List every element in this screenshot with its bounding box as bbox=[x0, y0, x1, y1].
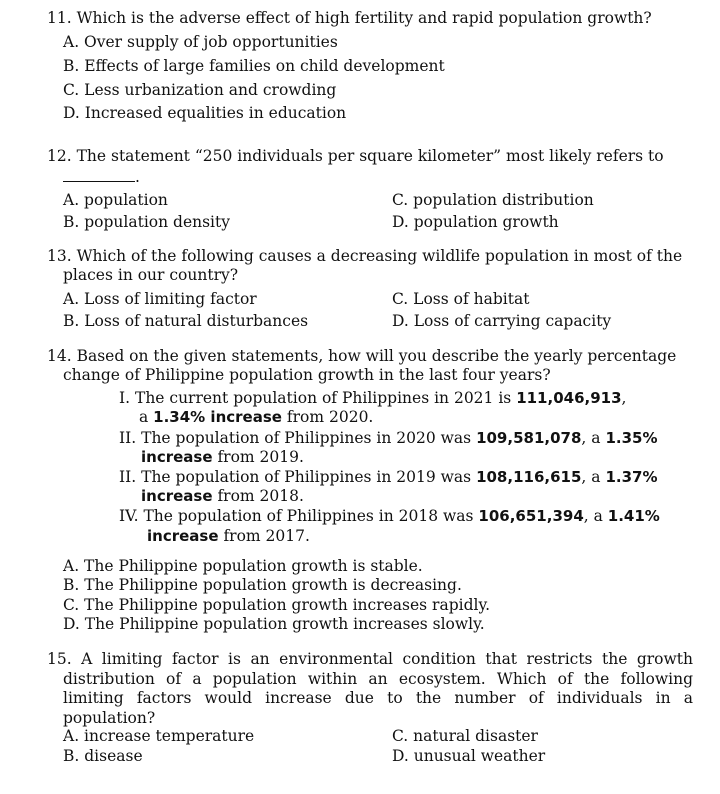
q15-stem: 15. A limiting factor is an environmental condition that restricts the growth distribution of a population within an ecosystem. Which of the following limiting factors would increase due to the number of individuals in a population? bbox=[47, 650, 693, 727]
q12-choice-c: C. population distribution bbox=[392, 191, 594, 209]
q12-choice-b: B. population density bbox=[63, 213, 231, 231]
percent-value: 1.37% bbox=[605, 468, 658, 486]
q14-choice-b: B. The Philippine population growth is decreasing. bbox=[63, 576, 462, 594]
population-value: 111,046,913 bbox=[516, 389, 622, 407]
q15-choice-a: A. increase temperature bbox=[63, 727, 255, 745]
q14-statement-4-line1: IV. The population of Philippines in 2018 was 106,651,394, a 1.41% bbox=[119, 507, 660, 525]
q15-choice-d: D. unusual weather bbox=[392, 747, 546, 765]
q12-stem: 12. The statement “250 individuals per square kilometer” most likely refers to bbox=[47, 147, 664, 165]
q15-choice-c: C. natural disaster bbox=[392, 727, 538, 745]
q15-choice-b: B. disease bbox=[63, 747, 143, 765]
q12-blank-end: . bbox=[135, 168, 140, 186]
q14-stem-line1: 14. Based on the given statements, how will you describe the yearly percentage bbox=[47, 347, 677, 365]
population-value: 106,651,394 bbox=[478, 507, 584, 525]
q14-choice-c: C. The Philippine population growth increases rapidly. bbox=[63, 596, 491, 614]
q13-choice-c: C. Loss of habitat bbox=[392, 290, 530, 308]
increase-word: increase bbox=[141, 448, 213, 466]
q13-stem-line2: places in our country? bbox=[63, 266, 239, 284]
population-value: 108,116,615 bbox=[476, 468, 582, 486]
q12-answer-blank bbox=[63, 168, 140, 187]
q12-choice-d: D. population growth bbox=[392, 213, 559, 231]
q14-statement-2-line1: II. The population of Philippines in 2020 was 109,581,078, a 1.35% bbox=[119, 429, 658, 447]
increase-word: increase bbox=[147, 527, 219, 545]
percent-value: 1.35% bbox=[605, 429, 658, 447]
q13-stem-line1: 13. Which of the following causes a decreasing wildlife population in most of the bbox=[47, 247, 683, 265]
q11-choice-c: C. Less urbanization and crowding bbox=[63, 81, 337, 99]
q15-stem-container bbox=[47, 650, 693, 728]
increase-word: increase bbox=[141, 487, 213, 505]
q13-choice-b: B. Loss of natural disturbances bbox=[63, 312, 309, 330]
q14-statement-2-line2: increase from 2019. bbox=[141, 448, 304, 466]
q11-choice-b: B. Effects of large families on child development bbox=[63, 57, 445, 75]
q11-choice-d: D. Increased equalities in education bbox=[63, 104, 347, 122]
population-value: 109,581,078 bbox=[476, 429, 582, 447]
percent-value: 1.41% bbox=[607, 507, 660, 525]
q13-choice-a: A. Loss of limiting factor bbox=[63, 290, 257, 308]
q13-choice-d: D. Loss of carrying capacity bbox=[392, 312, 612, 330]
q14-statement-1-line1: I. The current population of Philippines in 2021 is 111,046,913, bbox=[119, 389, 627, 407]
blank-line bbox=[63, 169, 135, 182]
q14-statement-3-line1: II. The population of Philippines in 2019 was 108,116,615, a 1.37% bbox=[119, 468, 658, 486]
q11-choice-a: A. Over supply of job opportunities bbox=[63, 33, 338, 51]
q14-statement-3-line2: increase from 2018. bbox=[141, 487, 304, 505]
q12-choice-a: A. population bbox=[63, 191, 168, 209]
q14-statement-1-line2: a 1.34% increase from 2020. bbox=[139, 408, 374, 426]
q14-choice-a: A. The Philippine population growth is stable. bbox=[63, 557, 423, 575]
q14-choice-d: D. The Philippine population growth increases slowly. bbox=[63, 615, 485, 633]
percent-increase: 1.34% increase bbox=[153, 408, 282, 426]
q11-stem: 11. Which is the adverse effect of high fertility and rapid population growth? bbox=[47, 9, 652, 27]
q14-stem-line2: change of Philippine population growth in the last four years? bbox=[63, 366, 551, 384]
q14-statement-4-line2: increase from 2017. bbox=[147, 527, 310, 545]
